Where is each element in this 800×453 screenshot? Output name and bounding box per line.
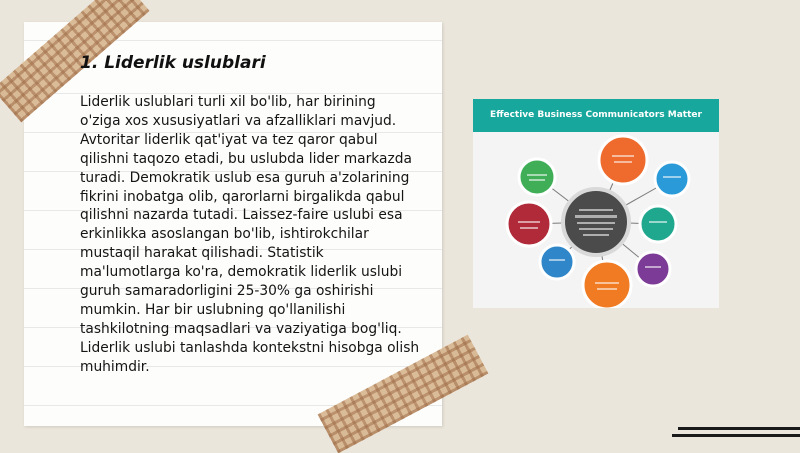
decorative-line-1 bbox=[678, 427, 800, 430]
section-title: 1. Liderlik uslublari bbox=[80, 53, 266, 73]
decorative-lines bbox=[672, 424, 800, 444]
infographic-title: Effective Business Communicators Matter bbox=[473, 99, 719, 132]
node-green-circle bbox=[519, 159, 555, 195]
infographic-image bbox=[473, 99, 719, 308]
node-blue-right-circle bbox=[655, 162, 689, 196]
infographic-diagram bbox=[473, 132, 719, 308]
node-red-circle bbox=[507, 202, 551, 246]
node-teal-circle bbox=[640, 206, 676, 242]
body-paragraph: Liderlik uslublari turli xil bo'lib, har birining o'ziga xos xususiyatlari va afzalliklari mavjud. Avtoritar liderlik qat'iyat va tez qaror qabul qilishni taqozo etadi, bu uslubda lider markazda turadi. Demokratik uslub esa guruh a'zolarining fikrini inobatga olib, qarorlarni birgalikda qabul qilishni nazarda tutadi. Laissez-faire uslubi esa erkinlikka asoslangan bo'lib, ishtirokchilar mustaqil harakat qilishadi. Statistik ma'lumotlarga ko'ra, demokratik liderlik uslubi guruh samaradorligini 25-30% ga oshirishi mumkin. Har bir uslubning qo'llanilishi tashkilotning maqsadlari va vaziyatiga bog'liq. Liderlik uslubi tanlashda kontekstni hisobga olish muhimdir. bbox=[80, 94, 420, 375]
decorative-line-2 bbox=[672, 434, 800, 437]
node-blue-left-circle bbox=[540, 245, 574, 279]
node-orange-bottom-circle bbox=[583, 261, 631, 308]
node-purple-circle bbox=[636, 252, 670, 286]
node-orange-top-circle bbox=[599, 136, 647, 184]
